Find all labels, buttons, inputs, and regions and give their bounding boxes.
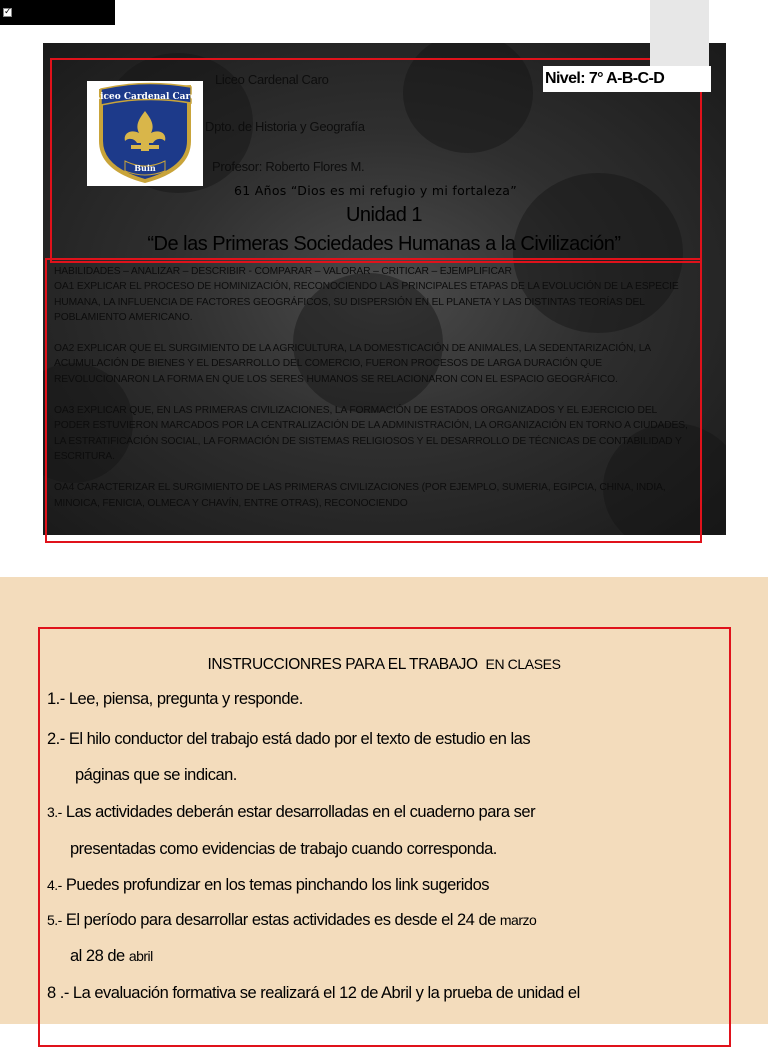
skills-line: HABILIDADES – ANALIZAR – DESCRIBIR - COMPARAR – VALORAR – CRITICAR – EJEMPLIFICAR bbox=[54, 266, 512, 277]
instruction-item: 2.- El hilo conductor del trabajo está dado por el texto de estudio en las bbox=[47, 730, 531, 748]
instruction-item: 3.- Las actividades deberán estar desarrolladas en el cuaderno para ser bbox=[47, 803, 536, 821]
school-logo bbox=[87, 81, 203, 186]
objective-oa3: OA3 EXPLICAR QUE, EN LAS PRIMERAS CIVILIZACIONES, LA FORMACIÓN DE ESTADOS ORGANIZADOS Y EL EJERCICIO DEL PODER ESTUVIERON MARCADOS POR LA CENTRALIZACIÓN DE LA ADMINISTRACIÓN, LA ORGANIZACIÓN EN TORNO A CIUDADES, LA ESTRATIFICACIÓN SOCIAL, LA FORMACIÓN DE SISTEMAS RELIGIOSOS Y EL DESARROLLO DE TÉCNICAS DE CONTABILIDAD Y ESCRITURA. bbox=[54, 405, 688, 462]
top-black-bar bbox=[0, 0, 115, 25]
svg-text:Buin: Buin bbox=[134, 163, 156, 173]
instruction-item: 5.- El período para desarrollar estas actividades es desde el 24 de marzo bbox=[47, 911, 537, 929]
svg-text:Liceo Cardenal Caro: Liceo Cardenal Caro bbox=[93, 92, 197, 102]
unit-subtitle: “De las Primeras Sociedades Humanas a la Civilización” bbox=[147, 233, 621, 255]
department: Dpto. de Historia y Geografía bbox=[205, 119, 365, 134]
instruction-item: 8 .- La evaluación formativa se realizará el 12 de Abril y la prueba de unidad el bbox=[47, 984, 580, 1002]
instruction-item-cont: al 28 de abril bbox=[70, 947, 153, 965]
instruction-item-cont: presentadas como evidencias de trabajo cuando corresponda. bbox=[70, 840, 497, 858]
instructions-title-main: INSTRUCCIONRES PARA EL TRABAJO bbox=[207, 656, 478, 673]
school-name: Liceo Cardenal Caro bbox=[215, 72, 329, 87]
checkbox-icon[interactable]: ✓ bbox=[4, 7, 12, 17]
school-motto: 61 Años “Dios es mi refugio y mi fortaleza” bbox=[234, 183, 518, 198]
instruction-item-cont: páginas que se indican. bbox=[75, 766, 237, 784]
objective-oa1: OA1 EXPLICAR EL PROCESO DE HOMINIZACIÓN, RECONOCIENDO LAS PRINCIPALES ETAPAS DE LA EVOLUCIÓN DE LA ESPECIE HUMANA, LA INFLUENCIA DE FACTORES GEOGRÁFICOS, SU DISPERSIÓN EN EL PLANETA Y LAS DISTINTAS TEORÍAS DEL POBLAMIENTO AMERICANO. bbox=[54, 281, 679, 323]
teacher: Profesor: Roberto Flores M. bbox=[212, 159, 365, 174]
objectives-list bbox=[54, 264, 694, 527]
objective-oa4: OA4 CARACTERIZAR EL SURGIMIENTO DE LAS PRIMERAS CIVILIZACIONES (POR EJEMPLO, SUMERIA, EGIPCIA, CHINA, INDIA, MINOICA, FENICIA, OLMECA Y CHAVÍN, ENTRE OTRAS), RECONOCIENDO bbox=[54, 482, 666, 509]
level-label: Nivel: 7° A-B-C-D bbox=[543, 66, 711, 92]
instructions-title bbox=[0, 656, 768, 674]
instruction-item: 4.- Puedes profundizar en los temas pinchando los link sugeridos bbox=[47, 876, 490, 894]
objective-oa2: OA2 EXPLICAR QUE EL SURGIMIENTO DE LA AGRICULTURA, LA DOMESTICACIÓN DE ANIMALES, LA SEDENTARIZACIÓN, LA ACUMULACIÓN DE BIENES Y EL DESARROLLO DEL COMERCIO, FUERON PROCESOS DE LARGA DURACIÓN QUE REVOLUCIONARON LA FORMA EN QUE LOS SERES HUMANOS SE RELACIONARON CON EL ESPACIO GEOGRÁFICO. bbox=[54, 343, 651, 385]
instructions-title-small: EN CLASES bbox=[485, 656, 561, 672]
instruction-item: 1.- Lee, piensa, pregunta y responde. bbox=[47, 690, 303, 708]
unit-title: Unidad 1 bbox=[345, 204, 423, 226]
